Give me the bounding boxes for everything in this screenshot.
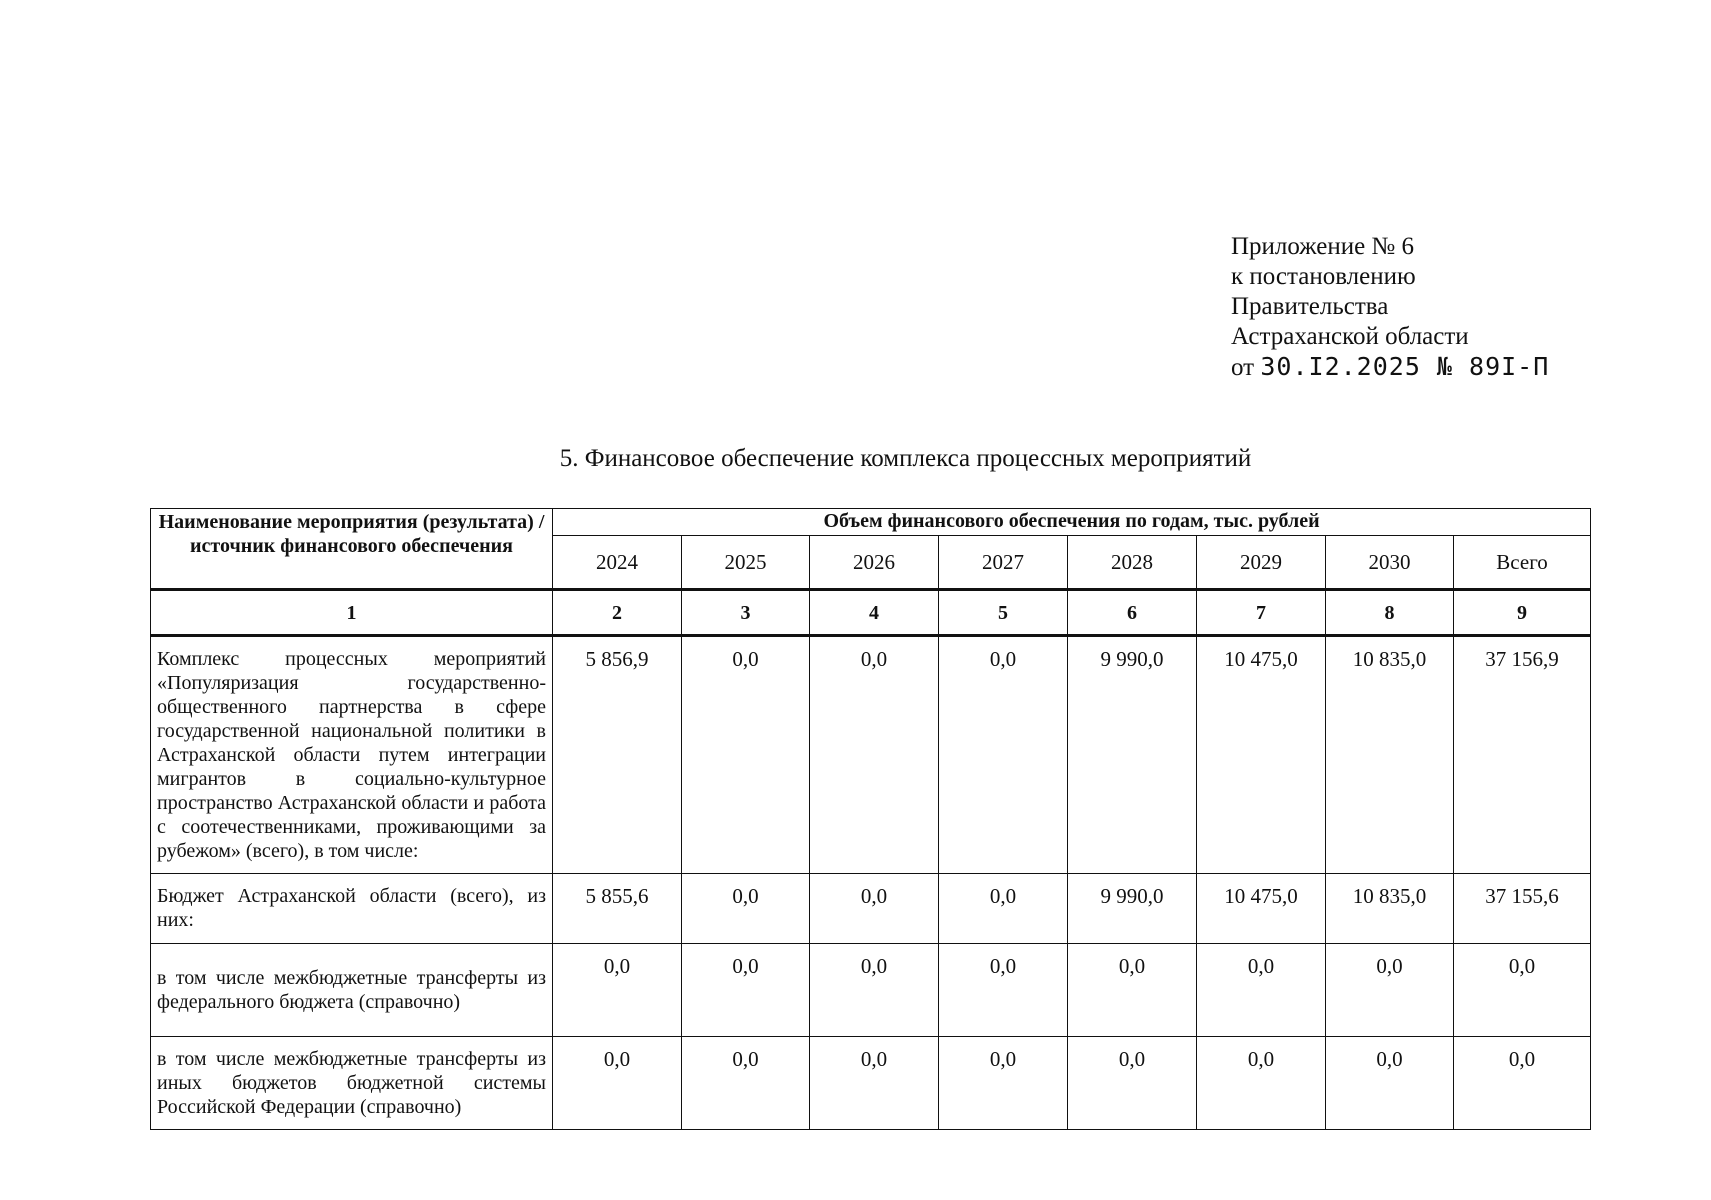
annex-date-prefix: от: [1231, 354, 1255, 381]
row-name: в том числе межбюджетные трансферты из иных бюджетов бюджетной системы Российской Федерации (справочно): [151, 1037, 553, 1130]
row-value-2029: 10 475,0: [1197, 874, 1326, 944]
annex-line-3: Правительства: [1231, 293, 1389, 320]
row-value-2024: 0,0: [553, 1037, 682, 1130]
row-value-2027: 0,0: [939, 1037, 1068, 1130]
row-value-2026: 0,0: [810, 636, 939, 874]
row-value-2024: 5 855,6: [553, 874, 682, 944]
row-name: Бюджет Астраханской области (всего), из них:: [151, 874, 553, 944]
table-row-other-transfers: [151, 1037, 1591, 1130]
year-header: 2027: [939, 536, 1068, 590]
row-value-2026: 0,0: [810, 874, 939, 944]
row-value-2024: 5 856,9: [553, 636, 682, 874]
header-row-1: [151, 509, 1591, 536]
financing-table: [150, 508, 1591, 1130]
column-number: 2: [553, 590, 682, 636]
row-value-2030: 10 835,0: [1326, 874, 1454, 944]
annex-line-4: Астраханской области: [1231, 323, 1469, 350]
row-value-2027: 0,0: [939, 874, 1068, 944]
row-value-2028: 9 990,0: [1068, 874, 1197, 944]
row-value-2029: 0,0: [1197, 944, 1326, 1037]
annex-line-1: Приложение № 6: [1231, 233, 1415, 260]
row-name: Комплекс процессных мероприятий «Популяризация государственно-общественного партнерства в сфере государственной национальной политики в Астраханской области путем интеграции мигрантов в социально-культурное пространство Астраханской области и работа с соотечественниками, проживающими за рубежом» (всего), в том числе:: [151, 636, 553, 874]
row-value-2026: 0,0: [810, 1037, 939, 1130]
year-header: 2024: [553, 536, 682, 590]
row-value-2025: 0,0: [682, 1037, 810, 1130]
column-number: 5: [939, 590, 1068, 636]
column-number: 1: [151, 590, 553, 636]
year-header: 2025: [682, 536, 810, 590]
row-value-2030: 0,0: [1326, 1037, 1454, 1130]
row-value-total: 37 156,9: [1454, 636, 1591, 874]
row-value-2025: 0,0: [682, 636, 810, 874]
row-value-total: 0,0: [1454, 944, 1591, 1037]
annex-date-stamp: 30.I2.2025 № 89I-П: [1260, 352, 1550, 381]
annex-block: [1231, 232, 1549, 383]
year-header: 2028: [1068, 536, 1197, 590]
row-value-2030: 0,0: [1326, 944, 1454, 1037]
column-number-row: [151, 590, 1591, 636]
row-value-2028: 0,0: [1068, 1037, 1197, 1130]
row-value-total: 0,0: [1454, 1037, 1591, 1130]
row-name: в том числе межбюджетные трансферты из федерального бюджета (справочно): [151, 944, 553, 1037]
table-row-complex-total: [151, 636, 1591, 874]
row-value-2030: 10 835,0: [1326, 636, 1454, 874]
name-column-header: Наименование мероприятия (результата) / источник финансового обеспечения: [151, 509, 553, 590]
row-value-2028: 9 990,0: [1068, 636, 1197, 874]
column-number: 8: [1326, 590, 1454, 636]
table-row-federal-transfers: [151, 944, 1591, 1037]
column-number: 7: [1197, 590, 1326, 636]
table-row-regional-budget: [151, 874, 1591, 944]
annex-line-2: к постановлению: [1231, 263, 1416, 290]
volume-column-header: Объем финансового обеспечения по годам, тыс. рублей: [553, 509, 1591, 536]
row-value-2025: 0,0: [682, 874, 810, 944]
row-value-2025: 0,0: [682, 944, 810, 1037]
column-number: 6: [1068, 590, 1197, 636]
section-title: 5. Финансовое обеспечение комплекса процессных мероприятий: [559, 445, 1252, 472]
row-value-2029: 10 475,0: [1197, 636, 1326, 874]
year-header: 2026: [810, 536, 939, 590]
row-value-total: 37 155,6: [1454, 874, 1591, 944]
row-value-2029: 0,0: [1197, 1037, 1326, 1130]
total-header: Всего: [1454, 536, 1591, 590]
row-value-2027: 0,0: [939, 944, 1068, 1037]
column-number: 4: [810, 590, 939, 636]
year-header: 2029: [1197, 536, 1326, 590]
annex-line-5: [1231, 352, 1549, 383]
row-value-2027: 0,0: [939, 636, 1068, 874]
column-number: 9: [1454, 590, 1591, 636]
column-number: 3: [682, 590, 810, 636]
row-value-2024: 0,0: [553, 944, 682, 1037]
year-header: 2030: [1326, 536, 1454, 590]
row-value-2028: 0,0: [1068, 944, 1197, 1037]
row-value-2026: 0,0: [810, 944, 939, 1037]
